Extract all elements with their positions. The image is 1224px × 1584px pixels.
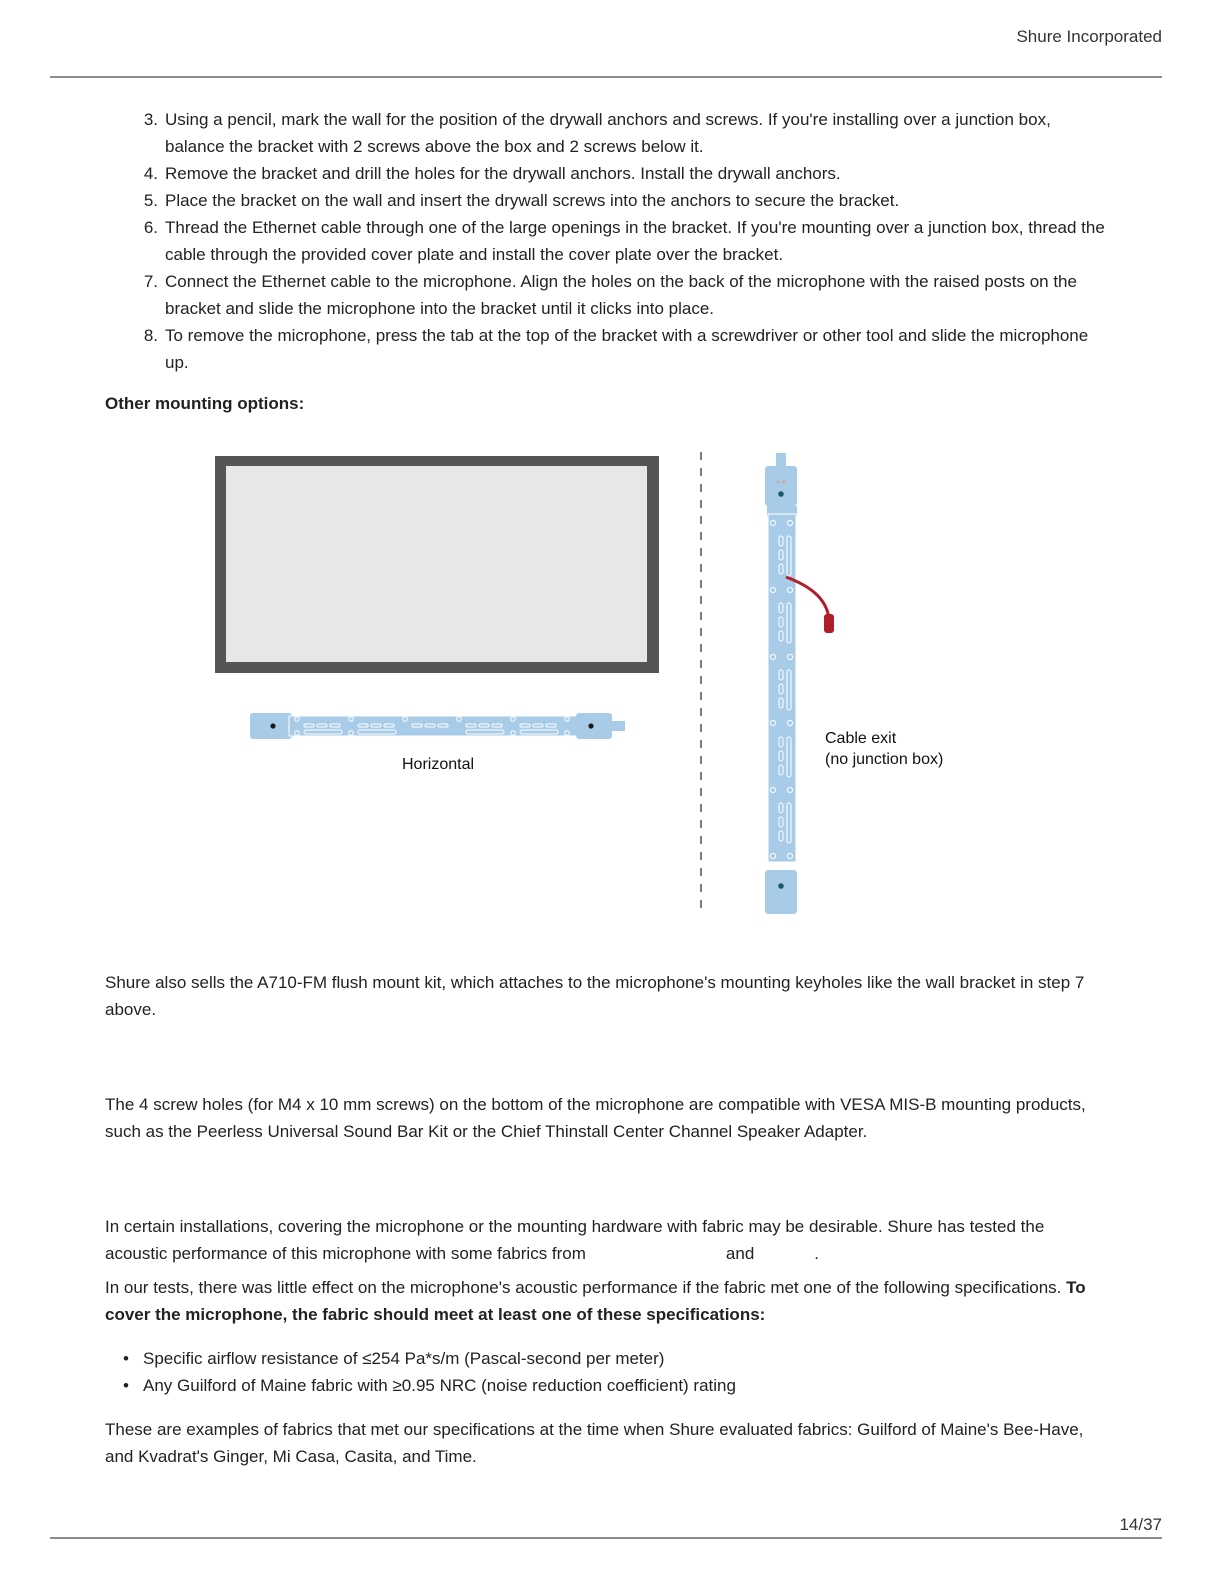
fabric-intro-text: In certain installations, covering the microphone or the mounting hardware with fabric may be desirable. Shure has tested the acoustic performance of this microphone with some fabrics from	[105, 1217, 1045, 1263]
vertical-microphone-bar	[765, 453, 834, 914]
company-name: Shure Incorporated	[1016, 27, 1162, 46]
vesa-paragraph: The 4 screw holes (for M4 x 10 mm screws) on the bottom of the microphone are compatible with VESA MIS-B mounting products, such as the Peerless Universal Sound Bar Kit or the Chief Thinstall Center Channel Speaker Adapter.	[105, 1095, 1086, 1141]
list-item	[143, 106, 1105, 160]
tests-text: In our tests, there was little effect on the microphone's acoustic performance if the fabric met one of the following specifications.	[105, 1278, 1062, 1297]
step-text: Place the bracket on the wall and insert the drywall screws into the anchors to secure the bracket.	[165, 191, 900, 210]
display-screen-panel	[226, 466, 647, 662]
fabric-and-text: and	[725, 1244, 755, 1263]
page-number: 14/37	[1119, 1515, 1162, 1534]
cable-exit-label-line1: Cable exit	[825, 730, 897, 747]
list-item	[143, 268, 1105, 322]
tests-paragraph	[105, 1274, 1105, 1328]
footer-rule	[50, 1537, 1162, 1539]
bullet-text: Specific airflow resistance of ≤254 Pa*s/m (Pascal-second per meter)	[143, 1349, 665, 1368]
horizontal-microphone-bar	[250, 713, 625, 739]
step-number: 4.	[143, 164, 158, 183]
fabric-end-text: .	[814, 1244, 820, 1263]
bullet-text: Any Guilford of Maine fabric with ≥0.95 NRC (noise reduction coefficient) rating	[143, 1376, 736, 1395]
list-item	[143, 214, 1105, 268]
header-rule	[50, 76, 1162, 78]
step-number: 5.	[143, 191, 158, 210]
horizontal-label: Horizontal	[401, 756, 475, 773]
list-item: • Specific airflow resistance of ≤254 Pa*s/m (Pascal-second per meter)	[123, 1349, 665, 1368]
list-item	[143, 322, 1105, 376]
flush-mount-paragraph: Shure also sells the A710-FM flush mount kit, which attaches to the microphone's mounting keyholes like the wall bracket in step 7 above.	[105, 973, 1085, 1019]
fabric-spec-list	[123, 1345, 1043, 1399]
fabric-intro-paragraph	[105, 1213, 1105, 1267]
list-item	[143, 187, 1105, 214]
tests-bold-text: To cover the microphone, the fabric should meet at least one of these specifications:	[105, 1278, 1086, 1324]
list-item: • Any Guilford of Maine fabric with ≥0.95 NRC (noise reduction coefficient) rating	[123, 1376, 736, 1395]
step-text: Remove the bracket and drill the holes for the drywall anchors. Install the drywall anchors.	[165, 164, 841, 183]
cable-exit-label-line2: (no junction box)	[825, 751, 944, 768]
step-text: Thread the Ethernet cable through one of the large openings in the bracket. If you're mounting over a junction box, thread the cable through the provided cover plate and install the cover plate over the bracket.	[165, 218, 1105, 264]
step-text: Using a pencil, mark the wall for the position of the drywall anchors and screws. If you're installing over a junction box, balance the bracket with 2 screws above the box and 2 screws below it.	[165, 110, 1051, 156]
installation-steps-list	[143, 106, 1105, 376]
step-number: 7.	[143, 272, 158, 291]
other-mounting-heading: Other mounting options:	[105, 394, 305, 413]
list-item	[143, 160, 1105, 187]
fabric-examples-paragraph: These are examples of fabrics that met our specifications at the time when Shure evaluated fabrics: Guilford of Maine's Bee-Have, and Kvadrat's Ginger, Mi Casa, Casita, and Time.	[105, 1420, 1084, 1466]
step-text: Connect the Ethernet cable to the microphone. Align the holes on the back of the microphone with the raised posts on the bracket and slide the microphone into the bracket until it clicks into place.	[165, 272, 1077, 318]
step-number: 3.	[143, 110, 158, 129]
step-number: 8.	[143, 326, 158, 345]
step-number: 6.	[143, 218, 158, 237]
step-text: To remove the microphone, press the tab at the top of the bracket with a screwdriver or other tool and slide the microphone up.	[165, 326, 1089, 372]
display-screen-frame	[215, 456, 659, 673]
